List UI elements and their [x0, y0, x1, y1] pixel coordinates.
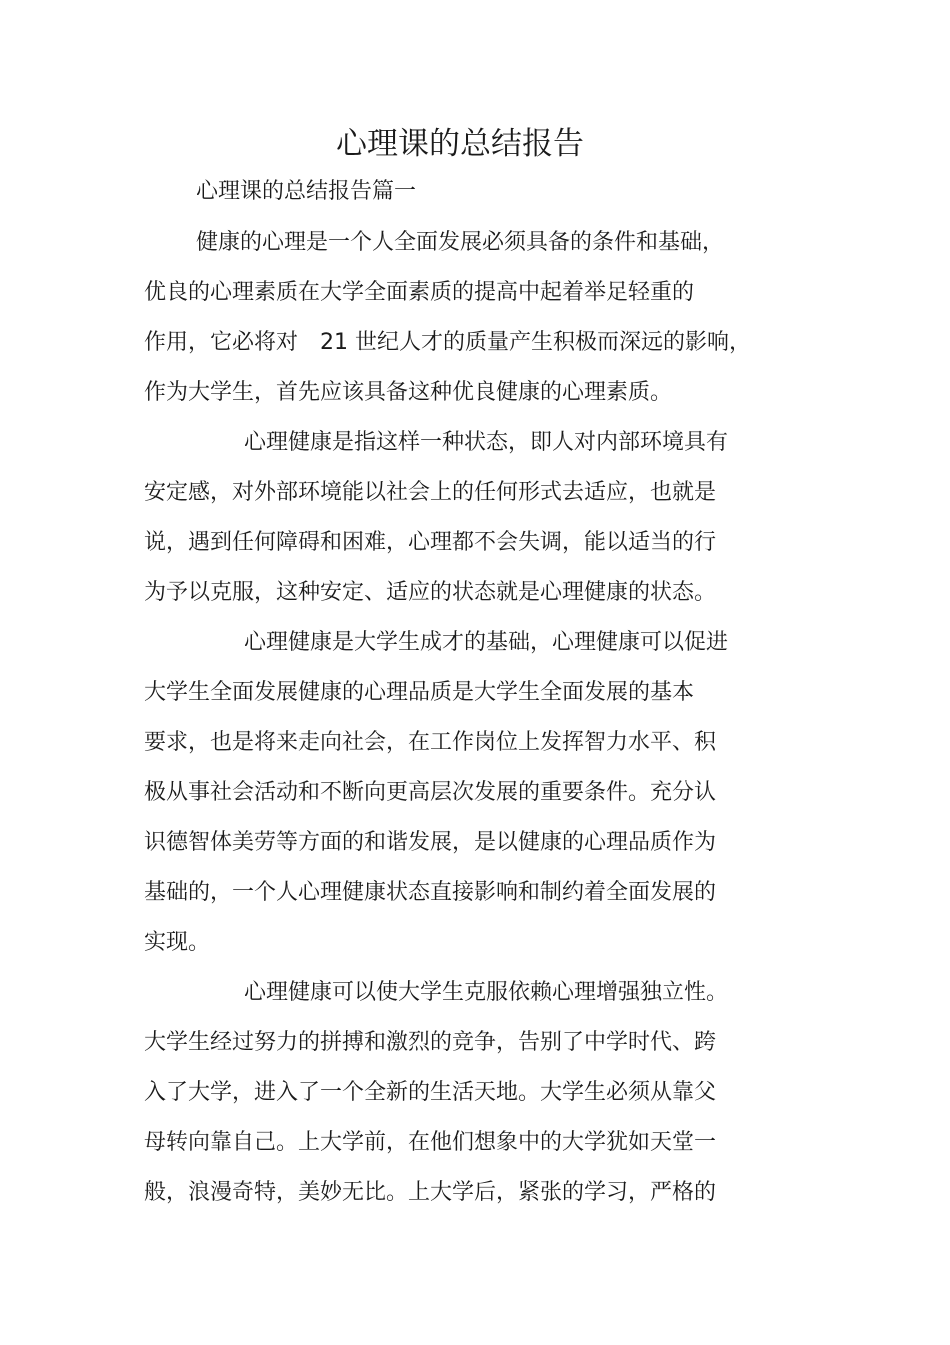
paragraph-line: 安定感，对外部环境能以社会上的任何形式去适应，也就是	[144, 480, 717, 505]
paragraph-line: 优良的心理素质在大学全面素质的提高中起着举足轻重的	[144, 280, 695, 305]
paragraph-line: 大学生全面发展健康的心理品质是大学生全面发展的基本	[144, 680, 695, 705]
paragraph-line: 为予以克服，这种安定、适应的状态就是心理健康的状态。	[144, 580, 717, 605]
paragraph-line: 大学生经过努力的拼搏和激烈的竞争，告别了中学时代、跨	[144, 1030, 717, 1055]
paragraph-line: 健康的心理是一个人全面发展必须具备的条件和基础，	[196, 230, 725, 255]
paragraph-line: 基础的，一个人心理健康状态直接影响和制约着全面发展的	[144, 880, 717, 905]
document-title: 心理课的总结报告	[336, 126, 584, 162]
paragraph-line: 入了大学，进入了一个全新的生活天地。大学生必须从靠父	[144, 1080, 717, 1105]
paragraph-line: 般，浪漫奇特，美妙无比。上大学后，紧张的学习，严格的	[144, 1180, 717, 1205]
paragraph-line: 实现。	[144, 930, 211, 955]
section-heading: 心理课的总结报告篇一	[196, 179, 417, 204]
paragraph-line: 识德智体美劳等方面的和谐发展，是以健康的心理品质作为	[144, 830, 717, 855]
paragraph-line: 心理健康可以使大学生克服依赖心理增强独立性。	[244, 980, 729, 1005]
paragraph-line: 母转向靠自己。上大学前，在他们想象中的大学犹如天堂一	[144, 1130, 717, 1155]
paragraph-line: 心理健康是指这样一种状态，即人对内部环境具有	[244, 430, 729, 455]
paragraph-line: 说，遇到任何障碍和困难，心理都不会失调，能以适当的行	[144, 530, 717, 555]
paragraph-line: 作用，它必将对 21 世纪人才的质量产生积极而深远的影响，	[144, 330, 751, 355]
paragraph-line: 心理健康是大学生成才的基础，心理健康可以促进	[244, 630, 729, 655]
paragraph-line: 极从事社会活动和不断向更高层次发展的重要条件。充分认	[144, 780, 717, 805]
paragraph-line: 作为大学生，首先应该具备这种优良健康的心理素质。	[144, 380, 673, 405]
paragraph-line: 要求，也是将来走向社会，在工作岗位上发挥智力水平、积	[144, 730, 717, 755]
